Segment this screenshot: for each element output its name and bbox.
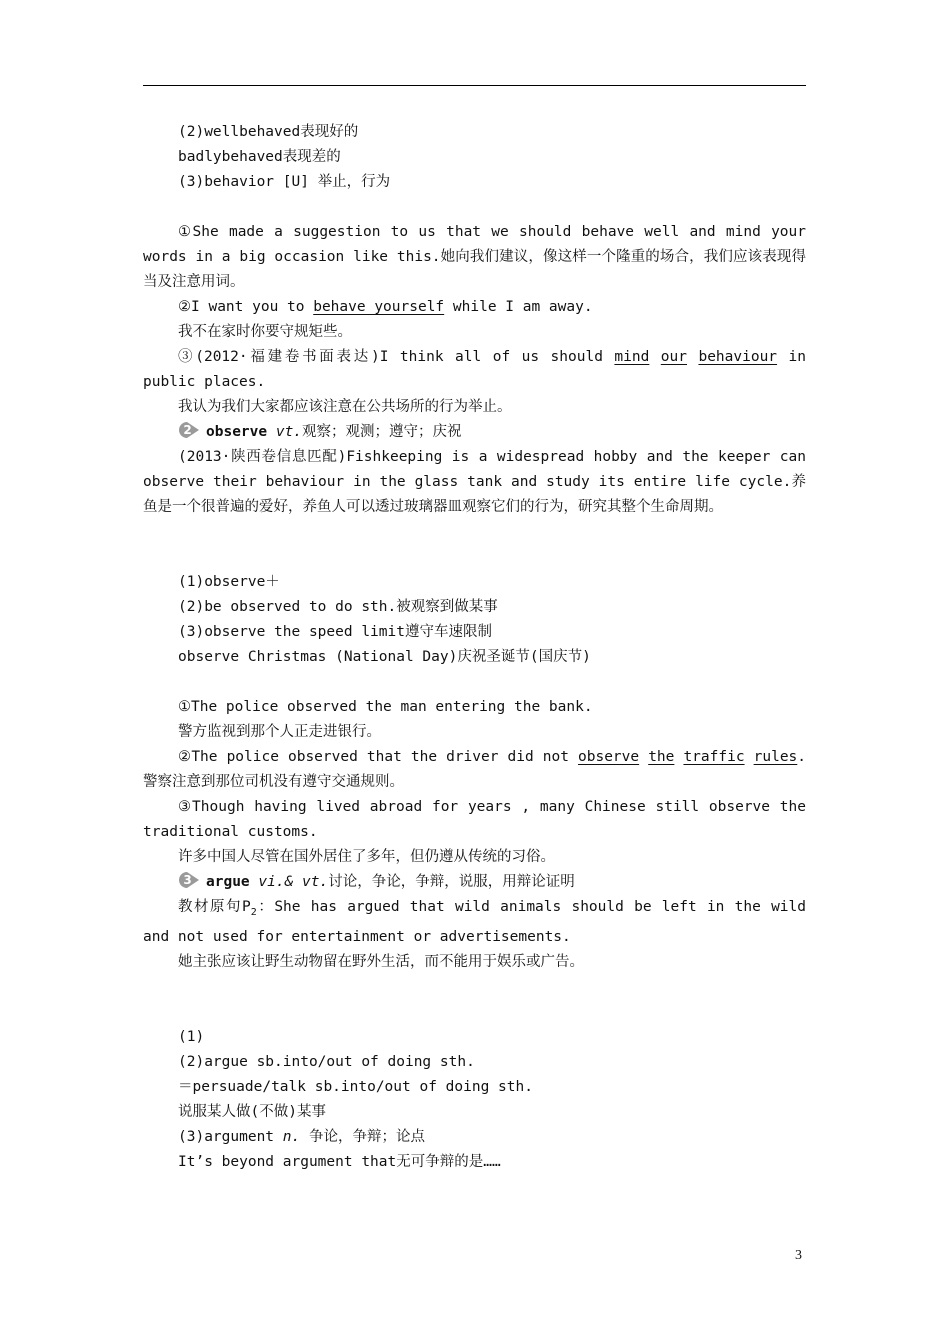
observe-heading: 2 observe vt.观察；观测；遵守；庆祝 — [143, 420, 806, 445]
behave-point-2: (2)wellbehaved表现好的 — [178, 124, 359, 140]
observe-point-3b: observe Christmas (National Day)庆祝圣诞节(国庆节) — [178, 649, 591, 665]
behave-example-2-cn: 我不在家时你要守规矩些。 — [178, 324, 352, 340]
page-number: 3 — [795, 1248, 802, 1263]
number-badge-icon: 3 — [178, 871, 200, 889]
argue-point-1: (1) — [178, 1028, 205, 1045]
argue-point-2: (2)argue sb.into/out of doing sth. — [178, 1053, 475, 1070]
observe-example-3: ③Though having lived abroad for years , many Chinese still observe the traditional customs. — [143, 799, 806, 840]
observe-point-1: (1)observe＋ — [178, 574, 280, 590]
observe-example-1: ①The police observed the man entering the bank. — [178, 699, 593, 715]
observe-example-2: ②The police observed that the driver did not observe the traffic rules.警察注意到那位司机没有遵守交通规则。 — [143, 749, 807, 790]
behave-example-3-cn: 我认为我们大家都应该注意在公共场所的行为举止。 — [178, 399, 512, 415]
argue-heading: 3 argue vi.& vt.讨论，争论，争辩，说服，用辩论证明 — [143, 870, 806, 895]
observe-point-2: (2)be observed to do sth.被观察到做某事 — [178, 599, 498, 615]
argue-point-3b: It’s beyond argument that无可争辩的是…… — [178, 1153, 501, 1170]
observe-source-sentence: (2013·陕西卷信息匹配)Fishkeeping is a widespread hobby and the keeper can observe their behaviour in the glass tank and study its entire life cycle.养鱼是一个很普遍的爱好，养鱼人可以透过玻璃器皿观察它们的行为，研究其整个生命周期。 — [143, 449, 806, 515]
number-badge-icon: 2 — [178, 421, 200, 439]
header-rule — [143, 85, 806, 86]
argue-point-2c: 说服某人做(不做)某事 — [178, 1103, 326, 1120]
argue-point-3: (3)argument n. 争论，争辩；论点 — [178, 1128, 425, 1145]
argue-point-2b: ＝persuade/talk sb.into/out of doing sth. — [178, 1078, 533, 1095]
observe-example-1-cn: 警方监视到那个人正走进银行。 — [178, 724, 381, 740]
argue-source-cn: 她主张应该让野生动物留在野外生活，而不能用于娱乐或广告。 — [178, 953, 584, 970]
behave-example-1: ①She made a suggestion to us that we should behave well and mind your words in a big occasion like this.她向我们建议，像这样一个隆重的场合，我们应该表现得当及注意用词。 — [143, 224, 806, 290]
behave-example-2: ②I want you to behave yourself while I am away. — [178, 299, 593, 315]
behave-point-3: (3)behavior [U] 举止，行为 — [178, 174, 391, 190]
observe-point-3: (3)observe the speed limit遵守车速限制 — [178, 624, 492, 640]
behave-example-3: ③(2012·福建卷书面表达)I think all of us should mind our behaviour in public places. — [143, 349, 806, 390]
document-body — [143, 120, 806, 1175]
behave-point-2b: badlybehaved表现差的 — [178, 149, 341, 165]
observe-example-3-cn: 许多中国人尽管在国外居住了多年，但仍遵从传统的习俗。 — [178, 849, 555, 865]
argue-source-sentence: 教材原句$P_2$：She has argued that wild animals should be left in the wild and not used for entertainment or advertisements. — [143, 899, 806, 945]
